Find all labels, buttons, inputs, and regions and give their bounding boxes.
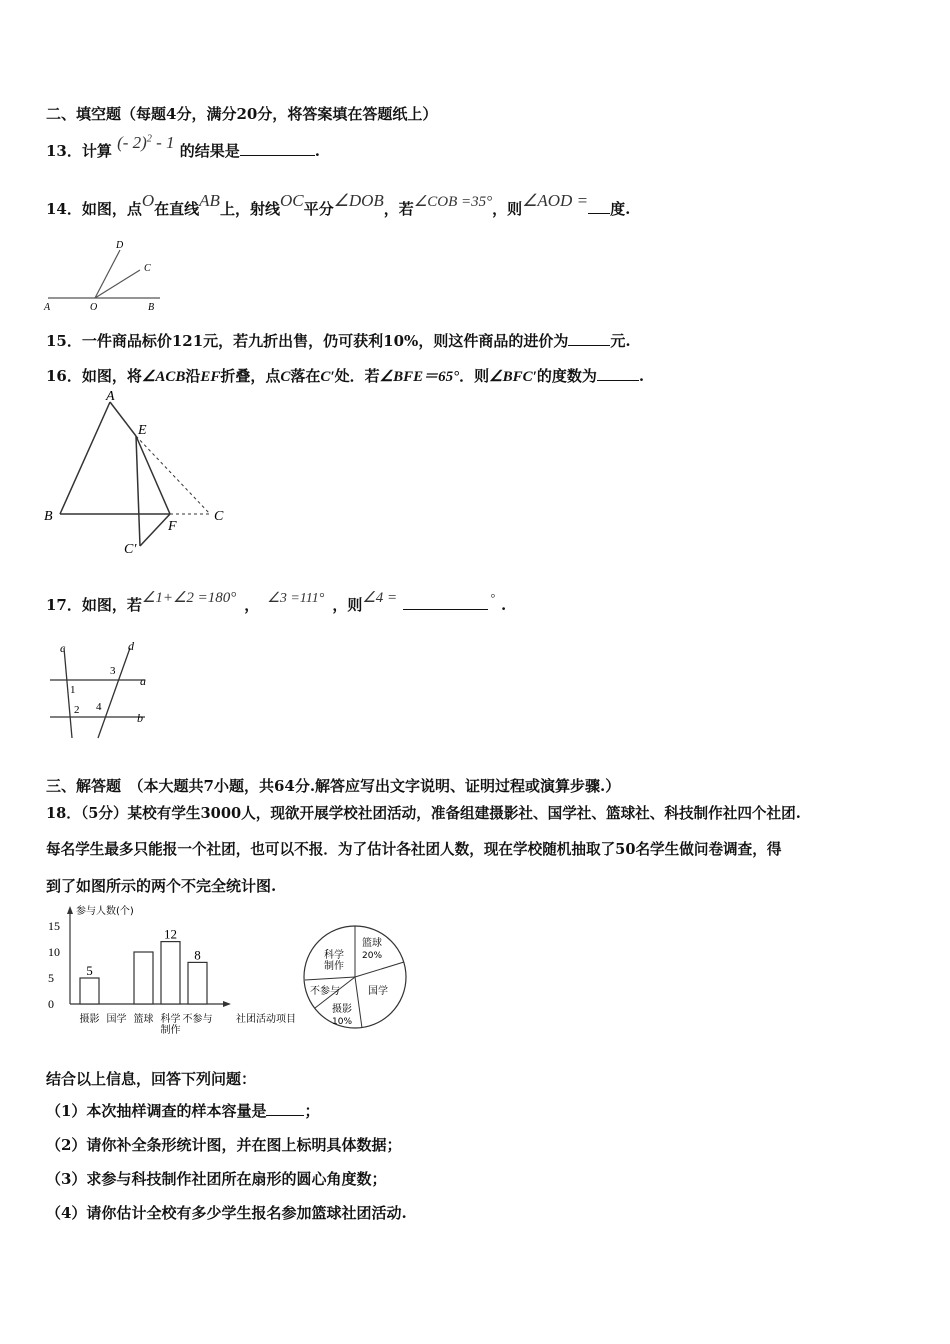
q18-intro: 结合以上信息，回答下列问题：	[46, 1070, 257, 1088]
y-tick-label: 0	[48, 997, 54, 1011]
q18-line1: 18．（5分）某校有学生3000人，现欲开展学校社团活动，准备组建摄影社、国学社、篮球社、科技制作社四个社团.	[46, 805, 801, 822]
question-14: 14．如图，点O在直线AB上，射线OC平分∠DOB，若∠COB =35°，则∠AOD = 度.	[46, 191, 631, 218]
y-tick-label: 15	[48, 919, 60, 933]
bar-chart-xlabel: 社团活动项目	[236, 1014, 296, 1025]
bar-category-label: 不参与	[182, 1014, 213, 1025]
bar-0	[80, 978, 99, 1004]
bar-4	[188, 962, 207, 1004]
label-B: B	[148, 302, 155, 313]
answer-blank	[266, 1101, 304, 1116]
answer-blank	[240, 141, 315, 156]
bar-3	[161, 942, 180, 1004]
q18-line3: 到了如图所示的两个不完全统计图.	[46, 877, 277, 895]
pie-label-photo: 摄影	[332, 1004, 352, 1015]
label-O: O	[90, 302, 98, 313]
label-C: C	[144, 263, 151, 274]
answer-blank	[403, 595, 488, 610]
label-B: B	[44, 509, 53, 524]
y-tick-label: 10	[48, 945, 60, 959]
bar-2	[134, 952, 153, 1004]
question-16: 16．如图，将∠ACB沿EF折叠，点C落在C′处．若∠BFE＝65°．则∠BFC′的度数为 .	[46, 367, 645, 385]
bar-chart	[40, 900, 300, 1040]
label-b: b	[137, 711, 143, 725]
label-E: E	[138, 423, 147, 438]
bar-value-label: 8	[194, 947, 201, 963]
question-15: 15．一件商品标价121元，若九折出售，仍可获利10%，则这件商品的进价为 元.	[46, 332, 631, 350]
question-17: 17．如图，若∠1+∠2 =180° ， ∠3 =111° ，则∠4 = ° .	[46, 590, 507, 614]
pie-divider	[355, 977, 362, 1028]
pie-divider	[355, 962, 404, 977]
section3-heading: 三、解答题 （本大题共7小题，共64分.解答应写出文字说明、证明过程或演算步骤.）	[46, 777, 621, 795]
label-c: c	[60, 641, 66, 655]
q18-sub2: （2）请你补全条形统计图，并在图上标明具体数据；	[46, 1136, 402, 1154]
label-C-prime: C′	[124, 542, 137, 557]
pie-label-none: 不参与	[310, 986, 340, 997]
pie-pct-photo: 10%	[332, 1017, 353, 1027]
label-D: D	[116, 240, 124, 251]
q18-sub4: （4）请你估计全校有多少学生报名参加篮球社团活动.	[46, 1204, 407, 1222]
x-axis-arrow	[223, 1001, 231, 1007]
figure-16	[40, 390, 240, 560]
pie-label-science: 科学制作	[324, 950, 344, 972]
label-4: 4	[96, 701, 102, 713]
question-13: 13．计算 (- 2)$^2$ - 1 的结果是 .	[46, 133, 320, 160]
pie-divider	[305, 977, 355, 980]
label-A: A	[44, 302, 51, 313]
bar-value-label: 5	[86, 963, 93, 978]
q13-expression: (- 2)$^2$ - 1	[117, 133, 175, 152]
answer-blank	[568, 331, 610, 346]
bar-value-label: 12	[164, 926, 177, 942]
bar-category-label: 摄影	[79, 1014, 100, 1025]
label-C: C	[214, 509, 224, 524]
label-A: A	[106, 389, 115, 404]
q18-sub3: （3）求参与科技制作社团所在扇形的圆心角度数；	[46, 1170, 387, 1188]
answer-blank	[588, 199, 610, 214]
y-tick-label: 5	[48, 971, 54, 985]
pie-label-basketball: 篮球	[362, 938, 382, 949]
label-1: 1	[70, 684, 76, 696]
section2-heading: 二、填空题（每题4分，满分20分，将答案填在答题纸上）	[46, 105, 438, 123]
label-2: 2	[74, 704, 80, 716]
label-F: F	[168, 519, 177, 534]
bar-category-label: 国学	[106, 1014, 127, 1025]
label-d: d	[128, 639, 134, 653]
figure-17	[40, 638, 170, 746]
figure-14	[40, 238, 170, 313]
bar-category-label: 篮球	[133, 1014, 154, 1025]
bar-chart-ylabel: 参与人数(个)	[76, 906, 134, 917]
y-axis-arrow	[67, 906, 73, 914]
label-3: 3	[110, 665, 116, 677]
label-a: a	[140, 674, 146, 688]
q18-line2: 每名学生最多只能报一个社团，也可以不报．为了估计各社团人数，现在学校随机抽取了50名学生做问卷调查，得	[46, 841, 782, 858]
pie-chart	[300, 922, 412, 1034]
q18-sub1: （1）本次抽样调查的样本容量是 ；	[46, 1102, 320, 1120]
pie-pct-basketball: 20%	[362, 951, 383, 961]
answer-blank	[597, 366, 639, 381]
bar-category-label: 科学制作	[160, 1014, 181, 1036]
pie-label-guoxue: 国学	[368, 986, 388, 997]
